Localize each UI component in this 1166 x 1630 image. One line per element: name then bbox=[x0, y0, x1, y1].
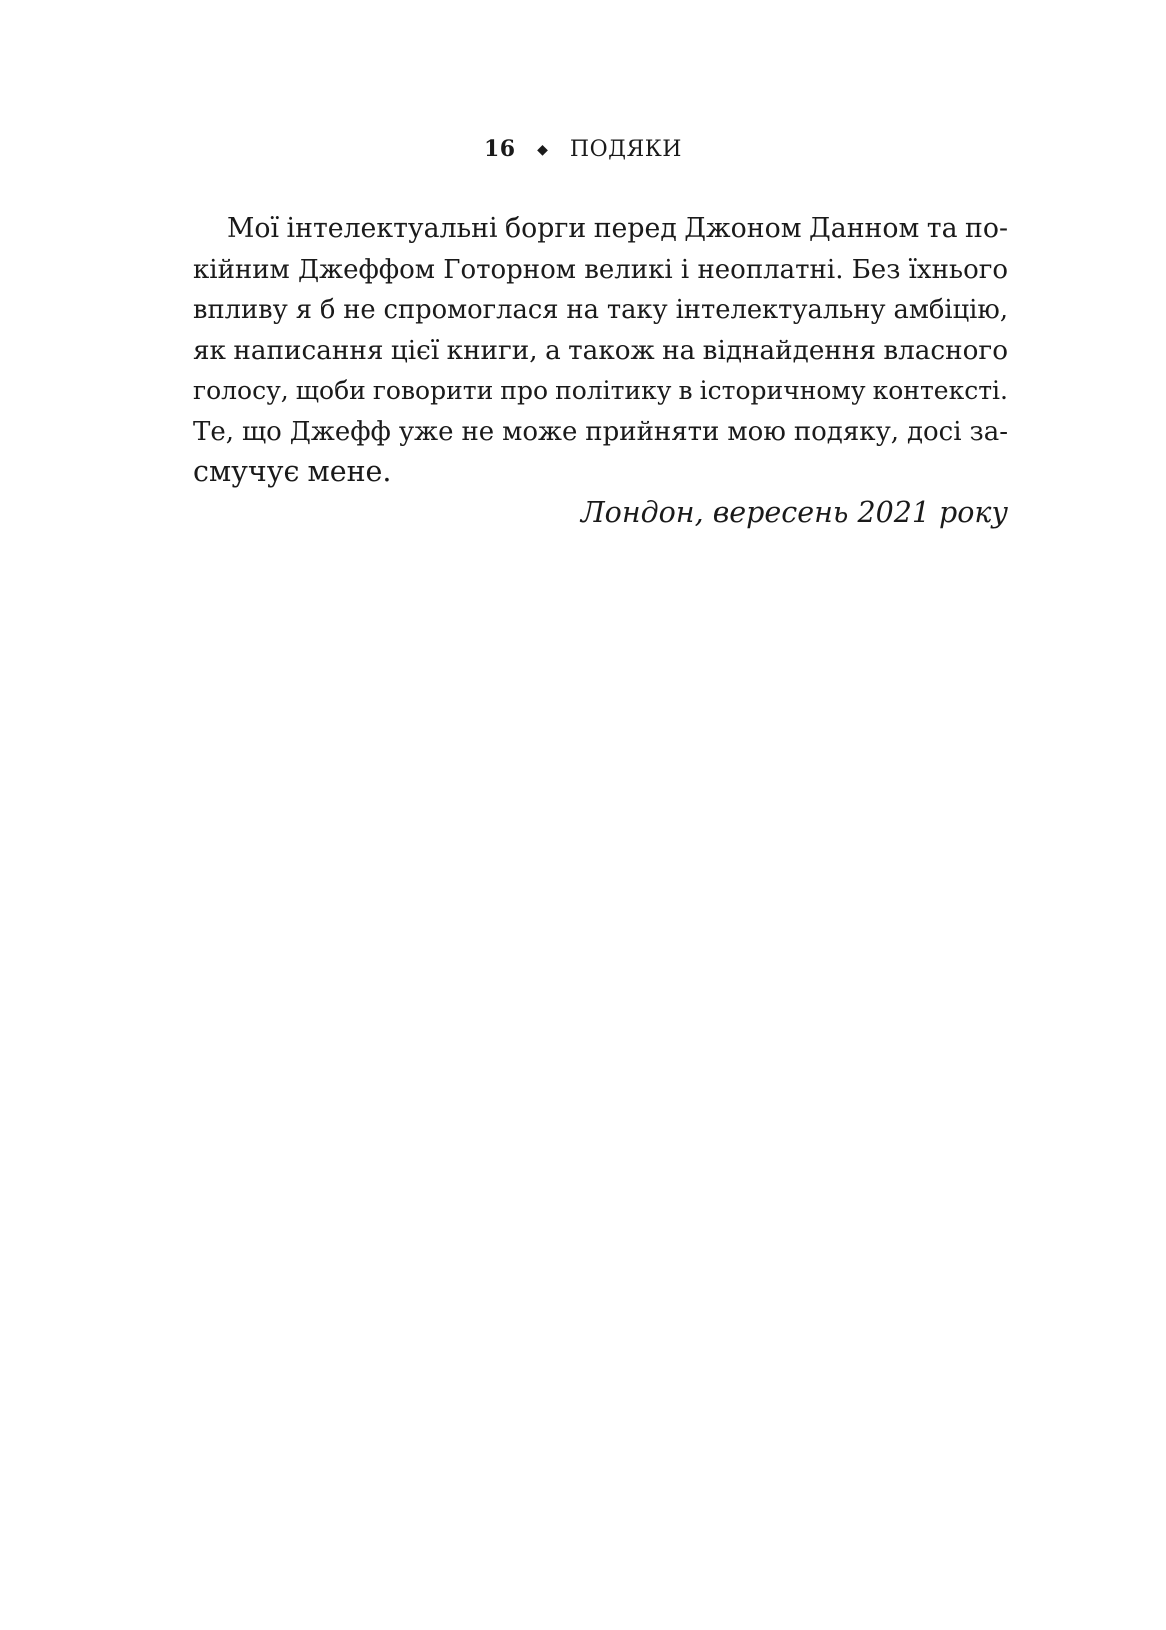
paragraph-line: Мої інтелектуальні борги перед Джоном Данном та по- bbox=[227, 213, 1009, 244]
paragraph-line: Те, що Джефф уже не може прийняти мою подяку, досі за- bbox=[193, 416, 1008, 447]
section-title: ПОДЯКИ bbox=[569, 137, 682, 162]
page-number: 16 bbox=[484, 136, 516, 162]
place-date-signature: Лондон, вересень 2021 року bbox=[580, 495, 1008, 529]
paragraph-line: кійним Джеффом Готорном великі і неоплатні. Без їхнього bbox=[193, 254, 1008, 285]
acknowledgements-text bbox=[193, 209, 1008, 533]
diamond-separator-icon: ◆ bbox=[537, 142, 549, 158]
paragraph-line: впливу я б не спромоглася на таку інтелектуальну амбіцію, bbox=[193, 295, 1008, 325]
paragraph-line: голосу, щоби говорити про політику в історичному контексті. bbox=[193, 376, 1008, 405]
paragraph-line: смучує мене. bbox=[193, 455, 392, 488]
paragraph-line: як написання цієї книги, а також на віднайдення власного bbox=[193, 335, 1008, 366]
running-head bbox=[0, 134, 1166, 165]
